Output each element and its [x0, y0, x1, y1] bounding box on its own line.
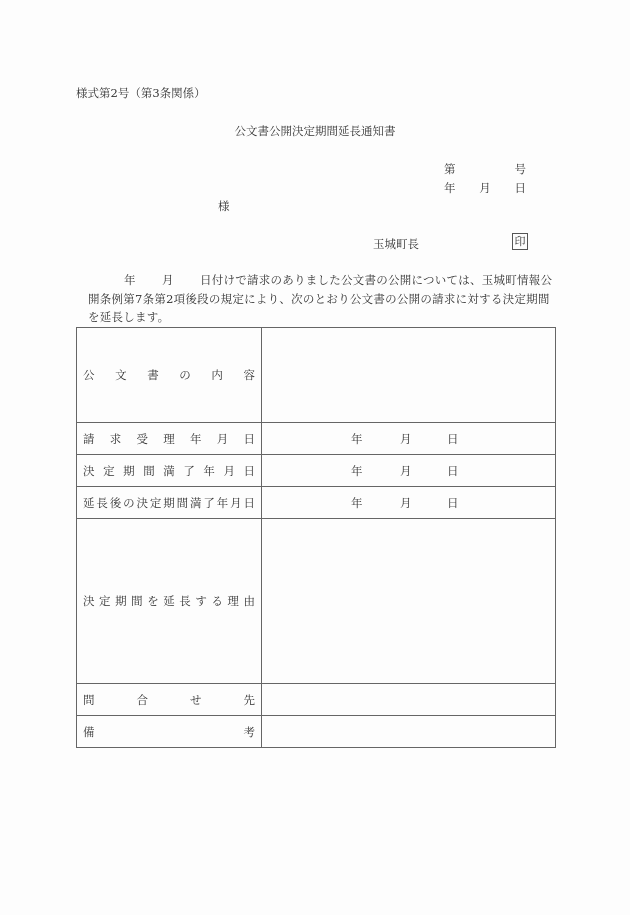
label-char: 書 [147, 368, 159, 382]
label-char: を [147, 594, 159, 608]
label-char: 日 [243, 495, 255, 510]
date-month: 月 [400, 463, 412, 478]
table-row-extension-reason [77, 519, 556, 684]
label-extended-deadline [77, 487, 262, 519]
label-char: 考 [243, 724, 255, 739]
date-day: 日 [447, 431, 459, 446]
value-extension-reason[interactable] [262, 519, 556, 684]
table-row-decision-deadline [77, 455, 556, 487]
label-char: 了 [203, 495, 215, 510]
label-char: 決 [83, 594, 95, 608]
label-char: の [123, 495, 135, 510]
date-month: 月 [400, 431, 412, 446]
label-char: 決 [83, 463, 95, 478]
issue-date-year: 年 [444, 181, 456, 195]
label-char: 請 [83, 431, 95, 446]
label-remarks [77, 716, 262, 748]
label-char: 間 [143, 463, 155, 478]
reference-number-prefix: 第 [444, 162, 456, 176]
date-day: 日 [447, 495, 459, 510]
label-char: 日 [243, 463, 255, 478]
label-extension-reason [77, 519, 262, 684]
label-char: 月 [216, 431, 229, 446]
value-decision-deadline[interactable] [262, 455, 556, 487]
label-char: 理 [163, 431, 175, 446]
label-char: 満 [163, 463, 175, 478]
label-char: 間 [131, 594, 143, 608]
label-decision-deadline [77, 455, 262, 487]
label-char: 長 [96, 495, 108, 510]
issue-date-day: 日 [514, 181, 526, 195]
date-year: 年 [351, 431, 363, 446]
label-char: 求 [109, 431, 122, 446]
value-extended-deadline[interactable] [262, 487, 556, 519]
reference-number [444, 161, 526, 177]
table-row-document-content [77, 328, 556, 423]
value-contact[interactable] [262, 684, 556, 716]
label-char: 定 [149, 495, 162, 510]
label-char: 内 [211, 368, 223, 382]
label-char: る [211, 594, 223, 608]
label-char: 期 [163, 495, 175, 510]
label-request-received-date [77, 423, 262, 455]
value-remarks[interactable] [262, 716, 556, 748]
label-char: 由 [243, 594, 255, 608]
label-char: 受 [136, 431, 148, 446]
date-year: 年 [351, 495, 363, 510]
label-char: 満 [190, 495, 202, 510]
table-row-request-received-date [77, 423, 556, 455]
label-char: 定 [103, 463, 115, 478]
label-char: 期 [115, 594, 127, 608]
label-char: 年 [190, 431, 202, 446]
label-char: 容 [243, 368, 255, 382]
seal-mark: 印 [512, 233, 528, 250]
body-line-1 [76, 271, 560, 290]
value-request-received-date[interactable] [262, 423, 556, 455]
label-char: 定 [99, 594, 111, 608]
label-char: 理 [227, 594, 239, 608]
label-char: 月 [230, 495, 242, 510]
notice-body [76, 271, 560, 327]
label-char: 日 [243, 431, 255, 446]
addressee-honorific: 様 [218, 199, 230, 213]
label-char: の [179, 368, 191, 382]
date-month: 月 [400, 495, 412, 510]
label-char: 決 [136, 495, 148, 510]
body-month: 月 [162, 273, 174, 287]
label-char: 公 [83, 368, 95, 382]
table-row-contact [77, 684, 556, 716]
label-char: 後 [109, 495, 122, 510]
label-char: 長 [179, 594, 191, 608]
label-char: 了 [183, 463, 195, 478]
date-year: 年 [351, 463, 363, 478]
form-number: 様式第2号（第3条関係） [76, 86, 206, 100]
label-char: 月 [223, 463, 235, 478]
document-title: 公文書公開決定期間延長通知書 [234, 124, 396, 138]
label-document-content [77, 328, 262, 423]
issuer-name: 玉城町長 [373, 237, 419, 251]
body-line-1-text: 日付けで請求のありました公文書の公開については、玉城町情報公 [200, 273, 553, 287]
label-char: 問 [83, 692, 95, 707]
body-year: 年 [124, 273, 136, 287]
label-char: 期 [123, 463, 135, 478]
issue-date [444, 180, 526, 196]
label-char: 備 [83, 724, 95, 739]
label-contact [77, 684, 262, 716]
body-line-2: 開条例第7条第2項後段の規定により、次のとおり公文書の公開の請求に対する決定期間 [88, 291, 550, 306]
table-row-extended-deadline [77, 487, 556, 519]
body-line-3: を延長します。 [88, 310, 170, 324]
label-char: 文 [115, 368, 127, 382]
label-char: 合 [136, 692, 148, 707]
label-char: 年 [203, 463, 215, 478]
notice-table [76, 327, 556, 748]
date-day: 日 [447, 463, 459, 478]
label-char: 先 [243, 692, 255, 707]
issue-date-month: 月 [479, 181, 491, 195]
value-document-content[interactable] [262, 328, 556, 423]
label-char: せ [190, 692, 202, 707]
reference-number-suffix: 号 [514, 162, 526, 176]
label-char: 延 [163, 594, 175, 608]
label-char: 年 [216, 495, 229, 510]
label-char: 延 [83, 495, 95, 510]
table-row-remarks [77, 716, 556, 748]
label-char: 間 [176, 495, 189, 510]
label-char: す [195, 594, 207, 608]
